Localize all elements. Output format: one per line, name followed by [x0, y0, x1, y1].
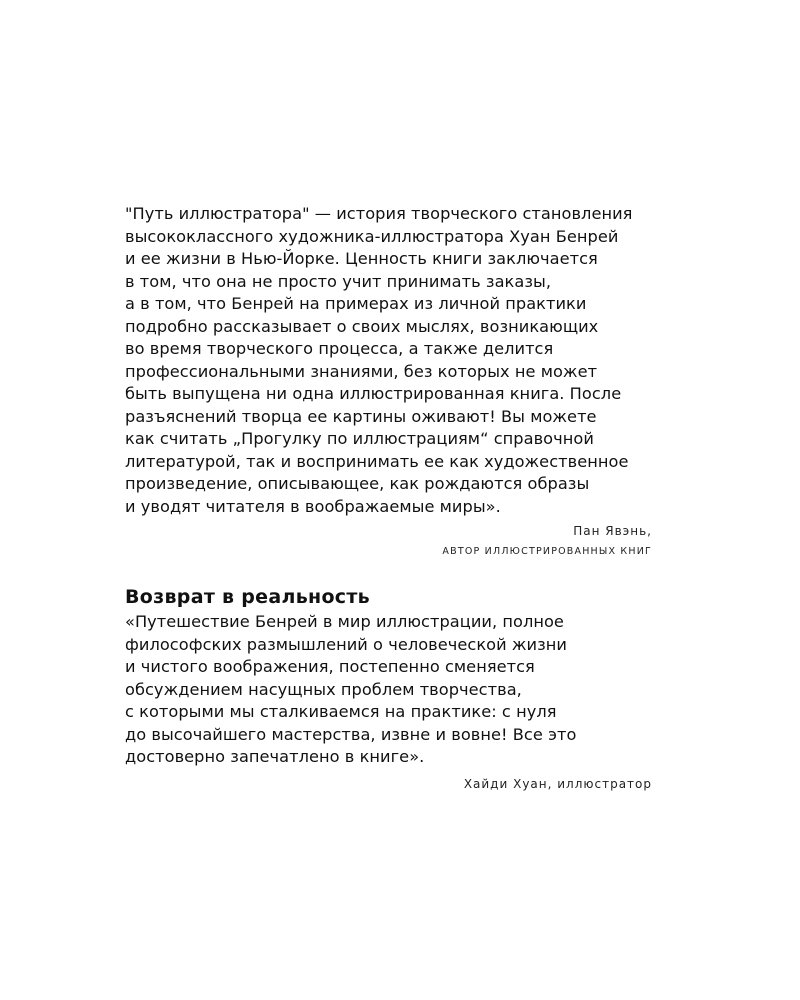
quote-line: и уводят читателя в воображаемые миры».: [125, 496, 501, 516]
quote-line: разъяснений творца ее картины оживают! Вы можете: [125, 406, 597, 426]
quote-line: профессиональными знаниями, без которых не может: [125, 361, 598, 381]
quote-line: подробно рассказывает о своих мыслях, возникающих: [125, 316, 599, 336]
review-author-name: Пан Явэнь,: [573, 524, 652, 538]
quote-line: "Путь иллюстратора" — история творческого становления: [125, 204, 633, 223]
quote-line: философских размышлений о человеческой жизни: [125, 634, 567, 654]
review-quote-2: [125, 584, 665, 793]
quote-line: высококлассного художника-иллюстратора Хуан Бенрей: [125, 226, 619, 246]
quote-line: и ее жизни в Нью-Йорке. Ценность книги заключается: [125, 249, 598, 268]
quote-line: быть выпущена ни одна иллюстрированная книга. После: [125, 384, 622, 403]
review-quote-1: [125, 203, 665, 560]
review-author: Хайди Хуан, иллюстратор: [463, 776, 652, 791]
quote-line: с которыми мы сталкиваемся на практике: с нуля: [125, 702, 557, 721]
quote-line: произведение, описывающее, как рождаются образы: [125, 474, 590, 493]
quote-line: обсуждением насущных проблем творчества,: [125, 679, 522, 699]
review-author-role: АВТОР ИЛЛЮСТРИРОВАННЫХ КНИГ: [442, 546, 652, 557]
quote-line: литературой, так и воспринимать ее как художественное: [125, 451, 629, 471]
quote-line: до высочайшего мастерства, извне и вовне! Все это: [125, 724, 577, 744]
quote-line: достоверно запечатлено в книге».: [125, 747, 425, 766]
quote-line: во время творческого процесса, а также делится: [125, 339, 554, 358]
quote-line: и чистого воображения, постепенно сменяется: [125, 657, 535, 676]
quote-line: «Путешествие Бенрей в мир иллюстрации, полное: [125, 612, 564, 631]
quote-line: в том, что она не просто учит принимать заказы,: [125, 271, 552, 291]
quote-line: как считать „Прогулку по иллюстрациям“ справочной: [125, 429, 594, 448]
quote-line: а в том, что Бенрей на примерах из личной практики: [125, 294, 587, 313]
section-heading: Возврат в реальность: [125, 586, 370, 608]
